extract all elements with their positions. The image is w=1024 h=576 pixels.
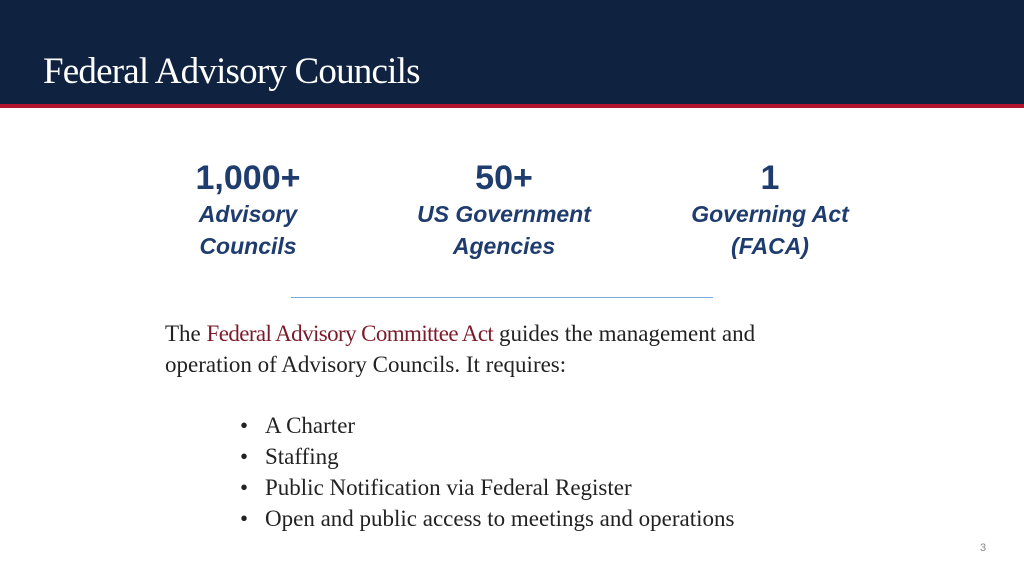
list-item: [240, 472, 734, 503]
requirement-text: Open and public access to meetings and operations: [265, 506, 735, 531]
stat-value: 1: [760, 159, 780, 197]
stat-value: 50+: [475, 159, 533, 197]
stat-label-line1: US Government: [417, 201, 591, 227]
stat-label-line2: Councils: [199, 233, 297, 259]
list-item: [240, 503, 734, 534]
stat-label-line2: (FACA): [731, 233, 809, 259]
list-item: [240, 441, 734, 472]
list-item: [240, 410, 734, 441]
bullet-icon: •: [240, 444, 249, 469]
slide-title: Federal Advisory Councils: [43, 51, 420, 92]
intro-suffix: guides the management and operation of Advisory Councils. It requires:: [165, 321, 756, 377]
intro-paragraph: [165, 318, 845, 380]
stat-government-agencies: [394, 158, 614, 262]
section-divider: [291, 297, 713, 298]
bullet-icon: •: [240, 475, 249, 500]
title-banner: [0, 0, 1024, 108]
stat-label-line2: Agencies: [452, 233, 556, 259]
stat-label-line1: Advisory: [198, 201, 298, 227]
requirements-list: [240, 410, 734, 534]
requirement-text: Staffing: [265, 444, 339, 469]
requirement-text: A Charter: [265, 413, 356, 438]
page-number: 3: [980, 542, 987, 554]
intro-prefix: The: [165, 321, 201, 346]
stat-value: 1,000+: [195, 159, 301, 197]
bullet-icon: •: [240, 413, 249, 438]
stat-advisory-councils: [148, 158, 348, 262]
bullet-icon: •: [240, 506, 249, 531]
faca-link[interactable]: Federal Advisory Committee Act: [206, 321, 494, 346]
stat-label-line1: Governing Act: [691, 201, 849, 227]
requirement-text: Public Notification via Federal Register: [265, 475, 632, 500]
stat-governing-act: [660, 158, 880, 262]
